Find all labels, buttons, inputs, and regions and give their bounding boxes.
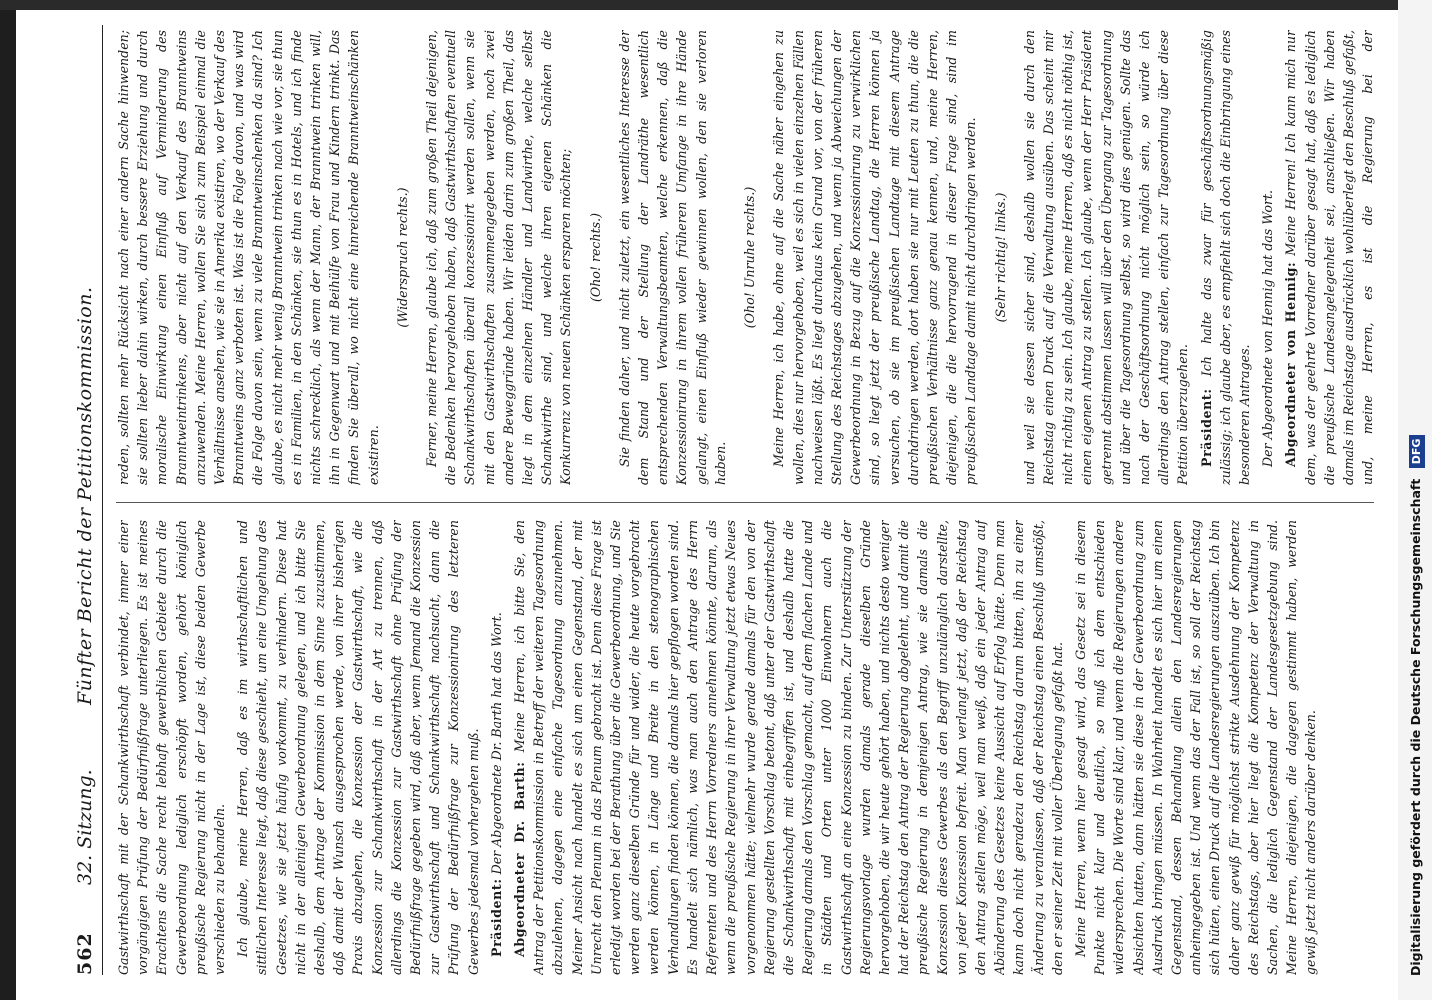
speaker-text: Der Abgeordnete Dr. Barth hat das Wort. — [488, 612, 504, 875]
paragraph: Sie finden daher, und nicht zuletzt, ein wesentliches Interesse der dem Stand und der Stellung der Landräthe wesentlich entsprechenden Verwaltungsbeamten, welche erkennen, daß die Konzessionirung in ihrem vollen früheren Umfange in ihre Hände gelangt, einen Einfluß wieder gewinnen wollen, den sie verloren haben. — [616, 30, 728, 485]
interjection: (Sehr richtig! links.) — [992, 192, 1008, 323]
interjection: (Oho! rechts.) — [587, 212, 603, 303]
session-label: 32. Sitzung. — [74, 769, 96, 885]
digitization-credit — [1405, 26, 1427, 976]
paragraph: Gastwirthschaft mit der Schankwirthschaft verbindet, immer einer vorgängigen Prüfung der Bedürfnißfrage unterliegen. Es ist meines Erachtens die Sache recht lebhaft gewerblichen Gebiete durch die Gewerbeordnung lediglich erschöpft worden, gehört königlich preußische Regierung nicht in der Lage ist, diese beiden Gewerbe verschieden zu behandeln. — [116, 520, 228, 975]
column-divider — [116, 502, 1374, 503]
text-column-right — [114, 30, 1376, 485]
paragraph: Meine Herren, ich habe, ohne auf die Sache näher eingehen zu wollen, dies nur hervorgehoben, weil es sich in vielen einzelnen Fällen nachweisen läßt. Es liegt durchaus kein Grund vor, von der früheren Stellung des Reichstages abzugehen, und wenn ja Abweichungen der Gewerbeordnung in Bezug auf die Konzessionirung zu verwirklichen sind, so liegt jetzt der preußische Landtag, die Herren können ja versuchen, ob sie im preußischen Landtage mit diesem Antrage durchdringen werden, dort haben sie nur mit Leuten zu thun, die die preußischen Verhältnisse ganz genau kennen, und, meine Herren, diejenigen, die die hervorragend in dieser Frage sind, sind im preußischen Landtage damit nicht durchdringen werden. — [771, 30, 979, 485]
speaker-paragraph — [487, 520, 506, 975]
scan-border-top — [0, 0, 1432, 10]
interjection: (Oho! Unruhe rechts.) — [742, 186, 758, 329]
paragraph: reden, sollten mehr Rücksicht nach einer andern Sache hinwenden; sie sollten lieber dahin wirken, durch bessere Erziehung und durch moralische Einwirkung einen Einfluß auf Verminderung des Branntweintrinkens, aber nicht auf den Verkauf des Branntweins anzuwenden. Meine Herren, wollen Sie sich zum Beispiel einmal die Verhältnisse ansehen, wie sie in Amerika existiren, wo der Verkauf des Branntweins ganz verboten ist. Was ist die Folge davon, und was wird die Folge davon sein, wenn zu viele Branntweinschenken da sind? Ich glaube, es nicht mehr wenig Branntwein trinken nach wie vor, sie thun es in Familien, in den Schänken, sie thun es in Hotels, und ich finde nichts schrecklich, als wenn der Mann, der Branntwein trinken will, ihn in Gegenwart und mit Beihülfe von Frau und Kindern trinkt. Das finden Sie überall, wo nicht eine hinreichende Branntweinschänken existiren. — [116, 30, 381, 485]
paragraph: Der Abgeordnete von Hennig hat das Wort. — [1260, 189, 1276, 467]
page-number: 562 — [74, 932, 96, 975]
speaker-paragraph — [1281, 30, 1376, 485]
speech-text: Meine Herren, ich bitte Sie, den Antrag der Petitionskommission in Betreff der weiteren Tagesordnung abzulehnen, dagegen eine einfache Tagesordnung anzunehmen. Meiner Ansicht nach handelt es sich um einen Gegenstand, der mit Unrecht den Plenum in das Plenum gebracht ist. Denn diese Frage ist erledigt worden bei der Berathung über die Gewerbeordnung, und Sie werden ganz dieselben Gründe für und wider, die heute vorgebracht werden können, in Länge und Breite in den stenographischen Verhandlungen finden können, die damals hier gepflogen worden sind. Es handelt sich nämlich, was man auch den Antrage des Herrn Referenten und des Herrn Vorredners annehmen könnte, darum, als wenn die preußische Regierung in ihrer Verwaltung jetzt etwas Neues vorgenommen hätte; vielmehr wurde gerade damals für den von der Regierung gestellten Vorschlag betont, daß unter der Gastwirthschaft die Schankwirthschaft mit einbegriffen ist, und deshalb hatte die Regierung damals den Vorschlag gemacht, auf dem flachen Lande und in Städten und Orten unter 1000 Einwohnern auch die Gastwirthschaft an eine Konzession zu binden. Zur Unterstützung der Regierungsvorlage wurden damals gerade dieselben Gründe hervorgehoben, die wir heute gehört haben, und nichts desto weniger hat der Reichstag den Antrag der Regierung abgelehnt, und damit die preußische Regierung in demjenigen Antrag, wie sie damals die Konzession dieses Gewerbes als den Begriff unzulänglich darstellte, von jeder Konzession befreit. Man verlangt jetzt, daß der Reichstag den Antrag stellen möge, weil man weiß, daß ein jeder Antrag auf Abänderung des Gesetzes keine Aussicht auf Erfolg hätte. Denn man kann doch nicht geradezu den Reichstag darum bitten, ihn zu einer Änderung zu veranlassen, daß der Reichstag einen Beschluß umstößt, den er seiner Zeit mit voller Überlegung gefaßt hat. — [512, 520, 1065, 975]
paragraph: und weil sie dessen sicher sind, deshalb wollen sie durch den Reichstag einen Druck auf die Verwaltung ausüben. Das scheint mir nicht richtig zu sein. Ich glaube, meine Herren, daß es nicht nöthig ist, einen eigenen Antrag zu stellen. Ich glaube, wenn der Herr Präsident getrennt abstimmen lassen will über den Übergang zur Tagesordnung und über die Tagesordnung selbst, so wird dies genügen. Sollte das nach der Geschäftsordnung nicht möglich sein, so würde ich allerdings den Antrag stellen, einfach zur Tagesordnung über diese Petition überzugehen. — [1021, 30, 1191, 485]
rotated-document-page — [70, 25, 1390, 975]
speaker-label: Abgeordneter von Hennig: — [1283, 261, 1299, 467]
speaker-label: Präsident: — [1198, 388, 1214, 467]
paragraph: Ich glaube, meine Herren, daß es im wirthschaftlichen und sittlichen Interesse liegt, daß diese geschieht, um eine Umgehung des Gesetzes, wie sie jetzt häufig vorkommt, zu verhindern. Diese hat nicht in der alleinigen Gewerbeordnung gelegen, und ich bitte Sie deshalb, dem Antrage der Kommission in dem Sinne zuzustimmen, daß damit der Wunsch ausgesprochen werde, von ihrer bisherigen Praxis abzugehen, die Konzession der Gastwirthschaft, wie die Konzession zur Schankwirthschaft in der Art zu trennen, daß allerdings die Konzession zur Gastwirthschaft ohne Prüfung der Bedürfnißfrage gegeben wird, daß aber, wenn Jemand die Konzession zur Gastwirthschaft und Schankwirthschaft nachsucht, dann die Prüfung der Bedürfnißfrage zur Konzessionirung des letzteren Gewerbes jedesmal vorhergehen muß. — [235, 520, 481, 975]
paragraph: Meine Herren, wenn hier gesagt wird, das Gesetz sei in diesem Punkte nicht klar und deutlich, so muß ich dem entschieden widersprechen. Die Worte sind klar, und wenn die Regierungen andere Absichten hatten, dann hätten sie diese in der Gewerbeordnung zum Ausdruck bringen müssen. In Wahrheit handelt es sich hier um einen Gegenstand, dessen Behandlung allein den Landesregierungen anheimgegeben ist. Und wenn das der Fall ist, so soll der Reichstag sich hüten, einen Druck auf die Landesregierungen auszuüben. Ich bin daher ganz gewiß für möglichst strikte Ausdehnung der Kompetenz des Reichstags, aber hier liegt die Kompetenz der Verwaltung in Sachen, die lediglich Gegenstand der Landesgesetzgebung sind. Meine Herren, diejenigen, die dagegen gestimmt haben, werden gewiß jetzt nicht anders darüber denken. — [1072, 520, 1319, 975]
speaker-text: Ich halte das zwar für geschäftsordnungsmäßig zulässig; ich glaube aber, es empfiehlt sich doch die Einbringung eines besonderen Antrages. — [1198, 30, 1252, 485]
speaker-paragraph — [510, 520, 1067, 975]
speaker-paragraph — [1197, 30, 1255, 485]
dfg-logo: DFG — [1409, 435, 1425, 469]
speech-text: Meine Herren! Ich kann mich nur dem, was der geehrte Vorredner darüber gesagt hat, daß es lediglich die preußische Landesangelegenheit sei, anschließen. Wir haben damals im Reichstage ausdrücklich wohlüberlegt den Beschluß gefaßt, und, meine Herren, es ist die Regierung bei der — [1283, 30, 1376, 485]
running-head: Fünfter Bericht der Petitionskommission. — [74, 286, 96, 705]
credit-text: Digitalisierung gefördert durch die Deutsche Forschungsgemeinschaft — [1408, 478, 1423, 976]
paragraph: Ferner, meine Herren, glaube ich, daß zum großen Theil dejenigen, die Bedenken hervorgehoben haben, daß Gastwirthschaften eventuell Schankwirthschaften überall konzessionirt werden sollen, wenn sie mit den Gastwirthschaften zusammengegeben werden, noch zwei andere Beweggründe haben. Wir leiden darin zum großen Theil, das liegt in dem einzelnen Händler und Landwirthe, welche selbst Schankwirthe sind, und welche ihren eigenen Schänken die Konkurrenz von neuen Schänken ersparen möchten; — [424, 30, 574, 485]
interjection: (Widerspruch rechts.) — [394, 187, 410, 328]
text-column-left — [114, 520, 1376, 975]
speaker-label: Abgeordneter Dr. Barth: — [512, 761, 528, 957]
page-header — [70, 25, 103, 975]
speaker-label: Präsident: — [488, 878, 504, 957]
scan-border-left — [0, 0, 16, 1000]
